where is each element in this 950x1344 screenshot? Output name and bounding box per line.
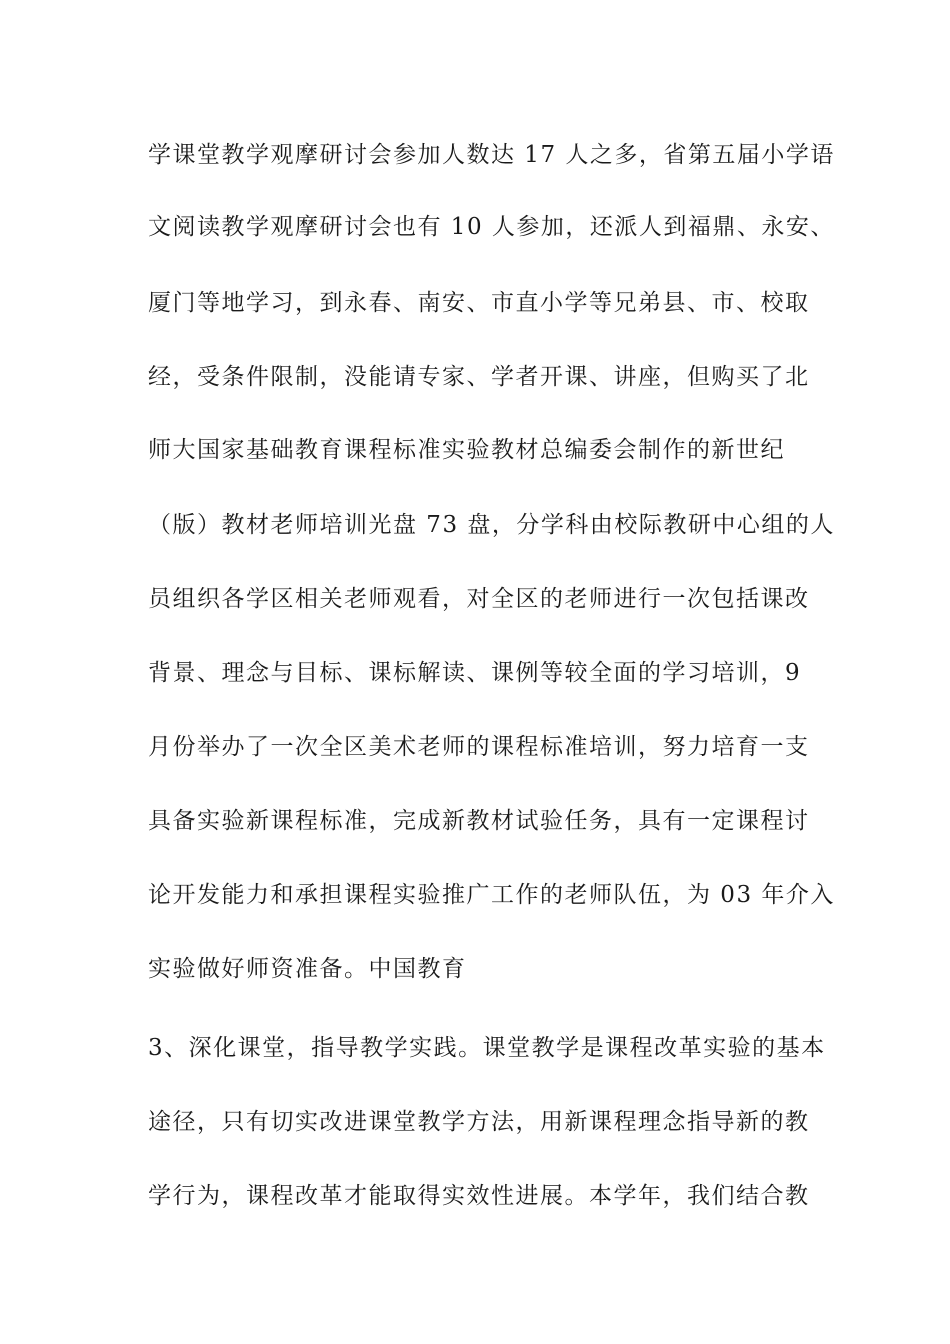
text-line: （版）教材老师培训光盘 73 盘，分学科由校际教研中心组的人 bbox=[148, 512, 835, 538]
text-line: 厦门等地学习，到永春、南安、市直小学等兄弟县、市、校取 bbox=[148, 290, 810, 316]
text-line: 学课堂教学观摩研讨会参加人数达 17 人之多，省第五届小学语 bbox=[148, 142, 835, 168]
text-line: 师大国家基础教育课程标准实验教材总编委会制作的新世纪 bbox=[148, 437, 785, 463]
text-line: 月份举办了一次全区美术老师的课程标准培训，努力培育一支 bbox=[148, 734, 810, 760]
text-line: 3、深化课堂，指导教学实践。课堂教学是课程改革实验的基本 bbox=[148, 1035, 826, 1061]
text-line: 论开发能力和承担课程实验推广工作的老师队伍，为 03 年介入 bbox=[148, 882, 835, 908]
text-line: 文阅读教学观摩研讨会也有 10 人参加，还派人到福鼎、永安、 bbox=[148, 214, 835, 240]
text-line: 途径，只有切实改进课堂教学方法，用新课程理念指导新的教 bbox=[148, 1109, 810, 1135]
text-line: 经，受条件限制，没能请专家、学者开课、讲座，但购买了北 bbox=[148, 364, 810, 390]
text-line: 具备实验新课程标准，完成新教材试验任务，具有一定课程讨 bbox=[148, 808, 810, 834]
text-line: 学行为，课程改革才能取得实效性进展。本学年，我们结合教 bbox=[148, 1183, 810, 1209]
text-line: 员组织各学区相关老师观看，对全区的老师进行一次包括课改 bbox=[148, 586, 810, 612]
text-line: 实验做好师资准备。中国教育 bbox=[148, 956, 467, 982]
text-line: 背景、理念与目标、课标解读、课例等较全面的学习培训，9 bbox=[148, 660, 802, 686]
